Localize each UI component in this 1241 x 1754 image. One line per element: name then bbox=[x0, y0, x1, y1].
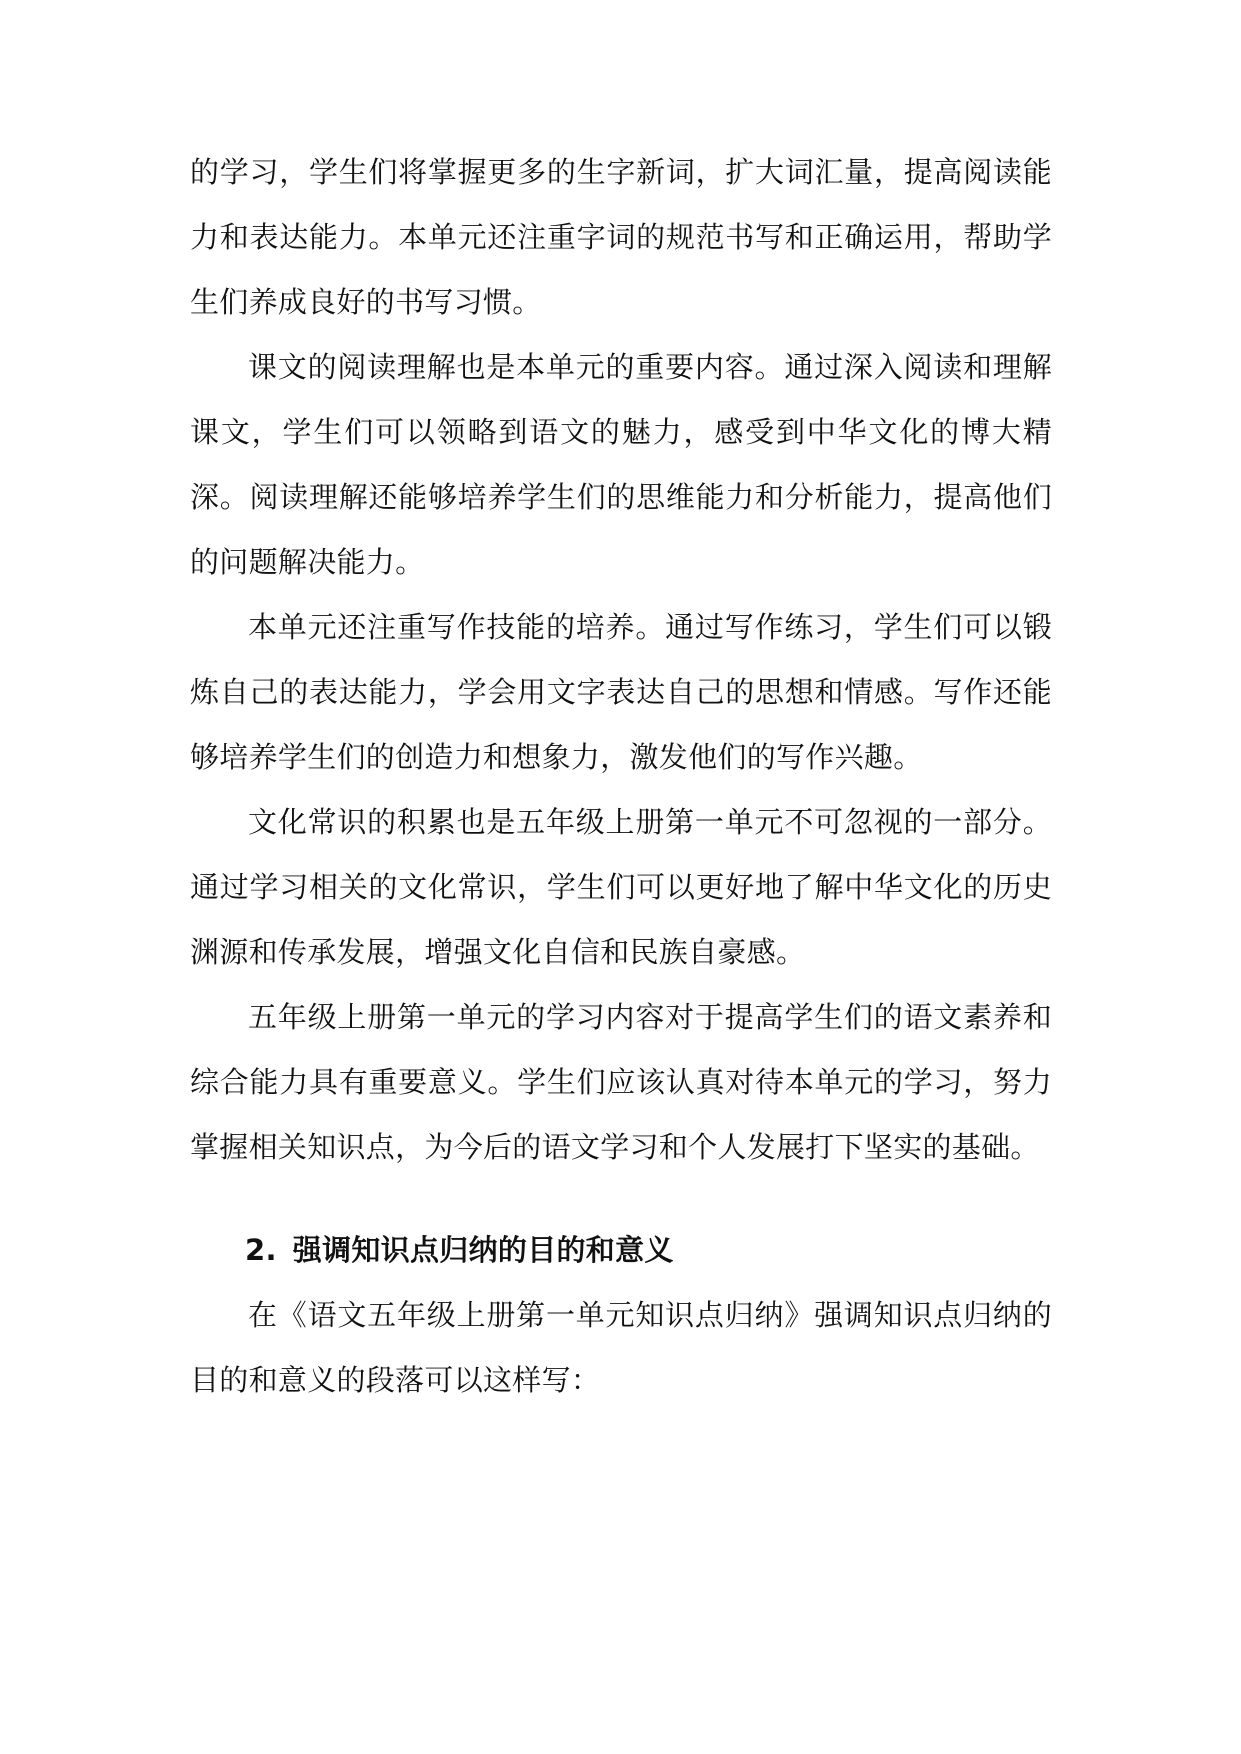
paragraph-continued: 的学习，学生们将掌握更多的生字新词，扩大词汇量，提高阅读能力和表达能力。本单元还注重字词的规范书写和正确运用，帮助学生们养成良好的书写习惯。 bbox=[190, 155, 1052, 319]
paragraph-section-intro: 在《语文五年级上册第一单元知识点归纳》强调知识点归纳的目的和意义的段落可以这样写： bbox=[190, 1298, 1052, 1397]
paragraph-cultural-knowledge: 文化常识的积累也是五年级上册第一单元不可忽视的一部分。通过学习相关的文化常识，学生们可以更好地了解中华文化的历史渊源和传承发展，增强文化自信和民族自豪感。 bbox=[190, 805, 1052, 969]
paragraph-writing-skills: 本单元还注重写作技能的培养。通过写作练习，学生们可以锻炼自己的表达能力，学会用文字表达自己的思想和情感。写作还能够培养学生们的创造力和想象力，激发他们的写作兴趣。 bbox=[190, 610, 1052, 774]
section-title: 强调知识点归纳的目的和意义 bbox=[292, 1233, 674, 1267]
section-number: 2. bbox=[245, 1233, 277, 1267]
section-heading bbox=[190, 1218, 1052, 1283]
paragraph-reading-comprehension: 课文的阅读理解也是本单元的重要内容。通过深入阅读和理解课文，学生们可以领略到语文的魅力，感受到中华文化的博大精深。阅读理解还能够培养学生们的思维能力和分析能力，提高他们的问题解决能力。 bbox=[190, 350, 1052, 579]
document-body bbox=[190, 140, 1052, 1413]
paragraph-unit-significance: 五年级上册第一单元的学习内容对于提高学生们的语文素养和综合能力具有重要意义。学生们应该认真对待本单元的学习，努力掌握相关知识点，为今后的语文学习和个人发展打下坚实的基础。 bbox=[190, 1000, 1052, 1164]
